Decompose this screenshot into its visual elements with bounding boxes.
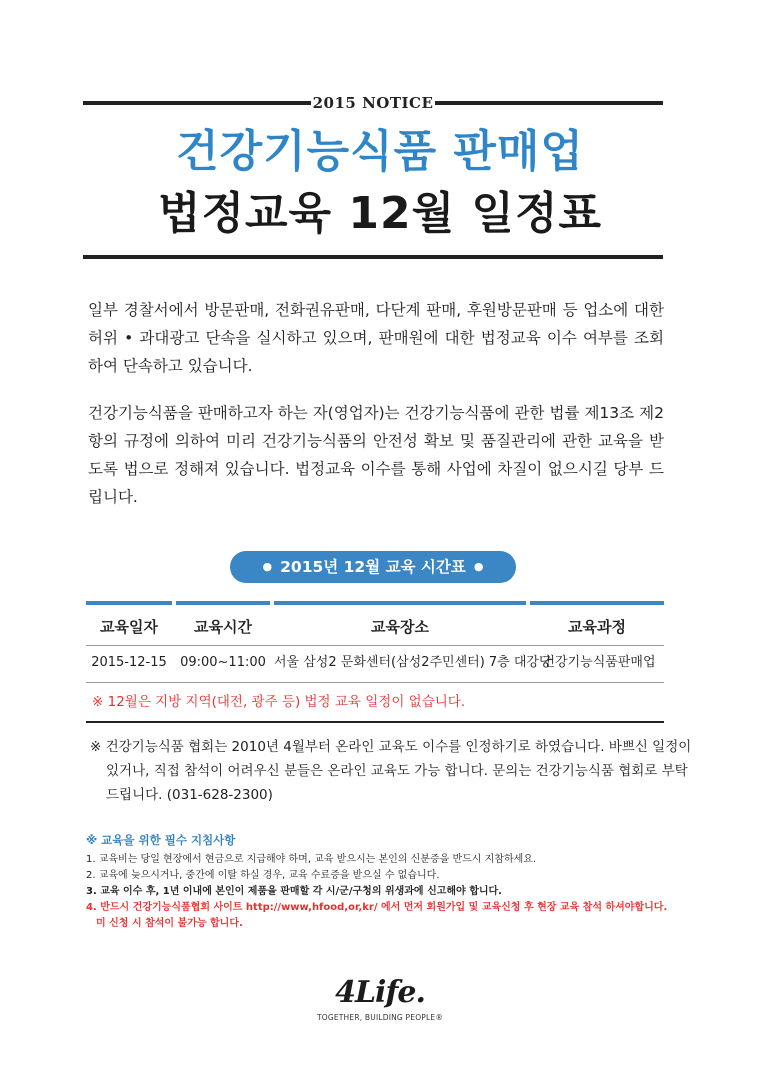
cell-place: 서울 삼성2 문화센터(삼성2주민센터) 7층 대강당 xyxy=(274,655,552,670)
cell-date: 2015-12-15 xyxy=(91,655,167,670)
column-header-date: 교육일자 xyxy=(100,618,158,636)
online-notice-line-3: 드립니다. (031-628-2300) xyxy=(106,787,273,803)
bullet-icon: ● xyxy=(473,560,484,573)
column-header-course: 교육과정 xyxy=(568,618,626,636)
logo-tagline: TOGETHER, BUILDING PEOPLE® xyxy=(316,1013,444,1022)
intro-paragraph-1: 일부 경찰서에서 방문판매, 전화권유판매, 다단계 판매, 후원방문판매 등 업소에 대한 허위 • 과대광고 단속을 실시하고 있으며, 판매원에 대한 법정교육 이수 여부를 조회하여 단속하고 있습니다. xyxy=(88,301,664,375)
table-row xyxy=(86,648,664,678)
requirement-item-2: 2. 교육에 늦으시거나, 중간에 이탈 하실 경우, 교육 수료증을 받으실 수 없습니다. xyxy=(86,870,440,881)
requirement-item-1: 1. 교육비는 당일 현장에서 현금으로 지급해야 하며, 교육 받으시는 본인의 신분증을 반드시 지참하세요. xyxy=(86,854,537,865)
title-divider xyxy=(83,255,663,259)
cell-course: 건강기능식품판매업 xyxy=(542,655,656,670)
schedule-title-pill xyxy=(230,551,516,583)
online-notice-line-2: 있거나, 직접 참석이 어려우신 분들은 온라인 교육도 가능 합니다. 문의는 건강기능식품 협회로 부탁 xyxy=(106,763,688,779)
online-education-notice xyxy=(90,735,692,807)
requirement-item-3: 3. 교육 이수 후, 1년 이내에 본인이 제품을 판매할 각 시/군/구청의 위생과에 신고해야 합니다. xyxy=(86,886,502,897)
cell-time: 09:00~11:00 xyxy=(180,655,266,670)
regional-schedule-note: ※ 12월은 지방 지역(대전, 광주 등) 법정 교육 일정이 없습니다. xyxy=(92,694,466,710)
schedule-table-header xyxy=(86,612,664,642)
online-notice-line-1: ※ 건강기능식품 협회는 2010년 4월부터 온라인 교육도 이수를 인정하기로 하였습니다. 바쁘신 일정이 xyxy=(90,739,692,755)
requirements-title: ※ 교육을 위한 필수 지침사항 xyxy=(86,833,236,847)
table-rule-top xyxy=(86,645,664,646)
requirement-item-4: 4. 반드시 건강기능식품협회 사이트 http://www,hfood,or,kr/ 에서 먼저 회원가입 및 교육신청 후 현장 교육 참석 하셔야합니다. xyxy=(86,902,668,913)
company-logo xyxy=(300,975,460,1035)
header-bar-place xyxy=(274,601,526,605)
page-title-line2: 법정교육 12월 일정표 xyxy=(158,188,602,239)
header-bar-time xyxy=(176,601,270,605)
bullet-icon: ● xyxy=(262,560,273,573)
logo-wordmark: 4Life. xyxy=(335,975,425,1010)
page-title-line1: 건강기능식품 판매업 xyxy=(176,126,584,177)
header-bar-date xyxy=(86,601,172,605)
schedule-title: 2015년 12월 교육 시간표 xyxy=(280,558,466,576)
table-header-bars xyxy=(86,601,664,605)
requirements-list xyxy=(86,852,676,932)
requirement-item-4-continued: 미 신청 시 참석이 불가능 합니다. xyxy=(96,918,243,929)
table-rule-bottom xyxy=(86,682,664,683)
column-header-time: 교육시간 xyxy=(194,618,252,636)
notice-header xyxy=(83,92,663,114)
column-header-place: 교육장소 xyxy=(371,618,429,636)
header-bar-course xyxy=(530,601,664,605)
intro-paragraph-2: 건강기능식품을 판매하고자 하는 자(영업자)는 건강기능식품에 관한 법률 제13조 제2항의 규정에 의하여 미리 건강기능식품의 안전성 확보 및 품질관리에 관한 교육을 받도록 법으로 정해져 있습니다. 법정교육 이수를 통해 사업에 차질이 없으시길 당부 드립니다. xyxy=(88,404,664,506)
notice-label: 2015 NOTICE xyxy=(312,94,434,112)
section-divider xyxy=(86,721,664,723)
